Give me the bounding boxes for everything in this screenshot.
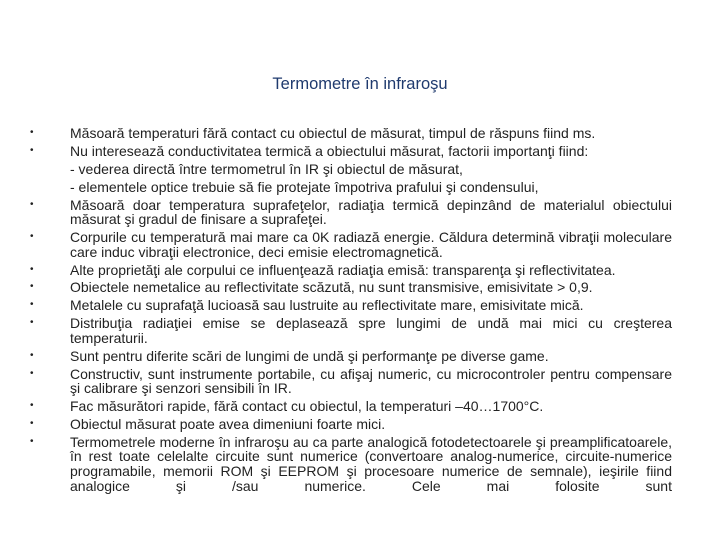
bullet-icon: •: [30, 317, 34, 329]
list-item-text: Măsoară doar temperatura suprafeţelor, radiaţia termică depinzând de materialul obiectului măsurat şi gradul de finisare a suprafeţei.: [70, 196, 672, 228]
list-item: [30, 316, 672, 345]
bullet-icon: •: [30, 299, 34, 311]
list-item: [30, 144, 672, 159]
bullet-icon: •: [30, 281, 34, 293]
list-item-text: Corpurile cu temperatură mai mare ca 0K radiază energie. Căldura determină vibraţii moleculare care induc vibraţii electronice, deci emisie electromagnetică.: [70, 229, 672, 260]
bullet-icon: •: [30, 231, 34, 243]
list-item-text: Măsoară temperaturi fără contact cu obiectul de măsurat, timpul de răspuns fiind ms.: [70, 125, 596, 141]
list-item: [30, 263, 672, 278]
bullet-icon: •: [30, 127, 34, 138]
list-item: [30, 435, 672, 493]
list-item: [30, 417, 672, 432]
list-item-text: Termometrele moderne în infraroşu au ca parte analogică fotodetectoarele şi preamplificatoarele, în rest toate celelalte circuite sunt numerice (convertoare analog-numerice, circuite-numerice programabile, memorii ROM şi EEPROM şi procesoare numerice de semnale), ieşirile fiind analogice şi /sau numerice. Cele mai folosite sunt: [70, 433, 672, 494]
bullet-icon: •: [30, 263, 34, 275]
sub-item: [30, 180, 672, 195]
bullet-icon: •: [30, 435, 34, 447]
bullet-icon: •: [30, 417, 34, 429]
list-item-text: Obiectele nemetalice au reflectivitate scăzută, nu sunt transmisive, emisivitate > 0,9.: [70, 279, 593, 296]
list-item: [30, 367, 672, 396]
list-item: [30, 349, 672, 364]
list-item: [30, 230, 672, 259]
sub-item-text: - elementele optice trebuie să fie protejate împotriva prafului şi condensului,: [70, 178, 539, 195]
list-item-text: Constructiv, sunt instrumente portabile, cu afişaj numeric, cu microcontroler pentru compensare şi calibrare şi senzori sensibili în IR.: [70, 365, 672, 397]
bullet-icon: •: [30, 198, 34, 210]
bullet-icon: •: [30, 367, 34, 379]
list-item: [30, 198, 672, 227]
bullet-list: [30, 126, 672, 497]
list-item: [30, 399, 672, 414]
list-item-text: Metalele cu suprafaţă lucioasă sau lustruite au reflectivitate mare, emisivitate mică.: [70, 297, 584, 314]
bullet-icon: •: [30, 144, 34, 156]
slide-title: Termometre în infraroşu: [272, 75, 448, 93]
list-item-text: Distribuţia radiaţiei emise se deplasează spre lungimi de undă mai mici cu creşterea temperaturii.: [70, 315, 672, 346]
list-item-text: Obiectul măsurat poate avea dimeniuni foarte mici.: [70, 415, 386, 432]
list-item-text: Sunt pentru diferite scări de lungimi de undă şi performanţe pe diverse game.: [70, 347, 549, 364]
list-item: [30, 126, 672, 141]
bullet-icon: •: [30, 400, 34, 412]
sub-item: [30, 162, 672, 177]
bullet-icon: •: [30, 349, 34, 361]
list-item: [30, 280, 672, 295]
list-item: [30, 298, 672, 313]
list-item-text: Alte proprietăţi ale corpului ce influenţează radiaţia emisă: transparenţa şi reflectivitatea.: [70, 261, 616, 278]
list-item-text: Nu interesează conductivitatea termică a obiectului măsurat, factorii importanţi fiind:: [70, 142, 589, 159]
sub-item-text: - vederea directă între termometrul în IR şi obiectul de măsurat,: [70, 160, 463, 177]
list-item-text: Fac măsurători rapide, fără contact cu obiectul, la temperaturi –40…1700°C.: [70, 398, 544, 415]
